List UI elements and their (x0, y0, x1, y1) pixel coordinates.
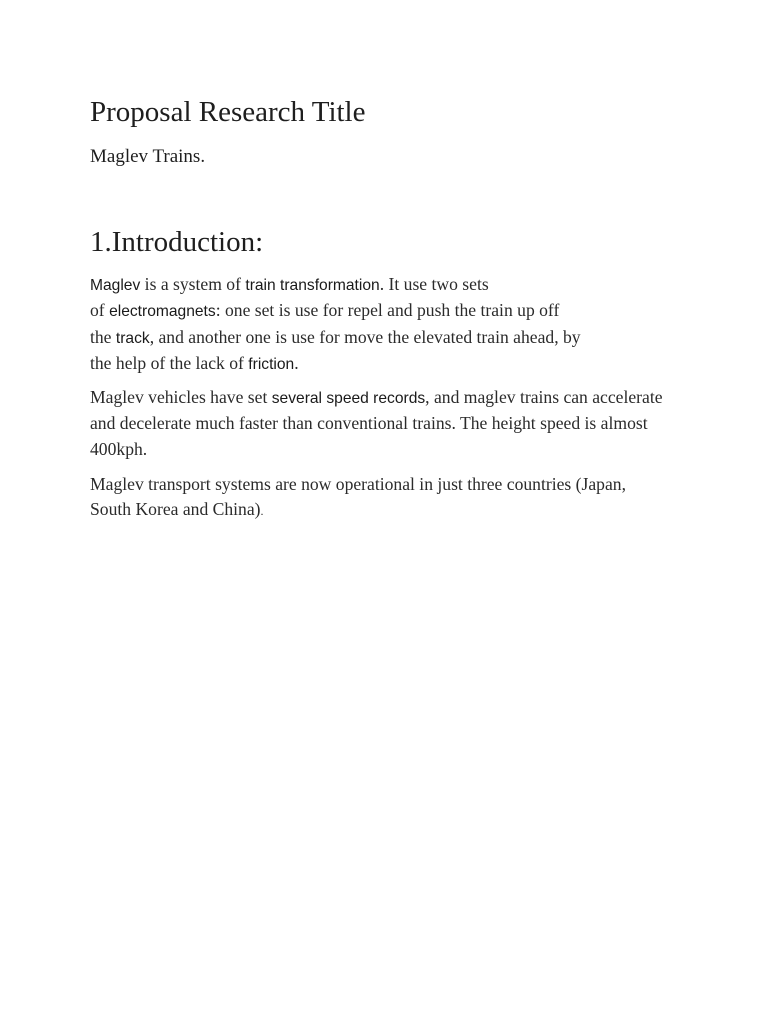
document-title: Proposal Research Title (90, 96, 366, 128)
section-heading-introduction: 1.Introduction: (90, 226, 264, 258)
paragraph-line (90, 351, 581, 377)
text-run: Maglev vehicles have set (90, 387, 272, 407)
term-friction: friction (248, 355, 295, 373)
paragraph-line: and decelerate much faster than conventional trains. The height speed is almost (90, 413, 648, 434)
paragraph-line (90, 272, 581, 298)
text-run: . It use two sets (379, 274, 489, 294)
text-run: the (90, 326, 116, 347)
text-run: : one set is use for repel and push the train up off (215, 300, 560, 321)
paragraph-line: Maglev transport systems are now operational in just three countries (Japan, (90, 474, 626, 494)
paragraph-line (90, 298, 581, 324)
intro-paragraph-2 (90, 385, 663, 462)
text-run: , and another one is use for move the elevated train ahead, by (149, 326, 581, 347)
term-maglev: Maglev (90, 277, 141, 294)
intro-paragraph-1 (90, 272, 581, 377)
paragraph-line (90, 497, 626, 524)
paragraph-line (90, 385, 663, 411)
intro-paragraph-3 (90, 472, 626, 525)
text-run: . (294, 352, 299, 373)
term-several-speed-records: several speed records (271, 390, 426, 407)
text-run: . (260, 504, 264, 519)
term-electromagnets: electromagnets (109, 303, 216, 321)
text-run: of (90, 300, 110, 321)
term-track: track (115, 329, 150, 347)
paragraph-line: 400kph. (90, 438, 148, 459)
text-run: is a system of (140, 274, 246, 294)
document-subtitle: Maglev Trains. (90, 146, 206, 167)
paragraph-line (90, 325, 581, 351)
text-run: South Korea and China (90, 499, 255, 520)
text-run: , and maglev trains can accelerate (425, 387, 663, 407)
text-run: ) (254, 499, 261, 520)
text-run: the help of the lack of (90, 352, 249, 373)
term-train-transformation: train transformation (245, 277, 380, 294)
